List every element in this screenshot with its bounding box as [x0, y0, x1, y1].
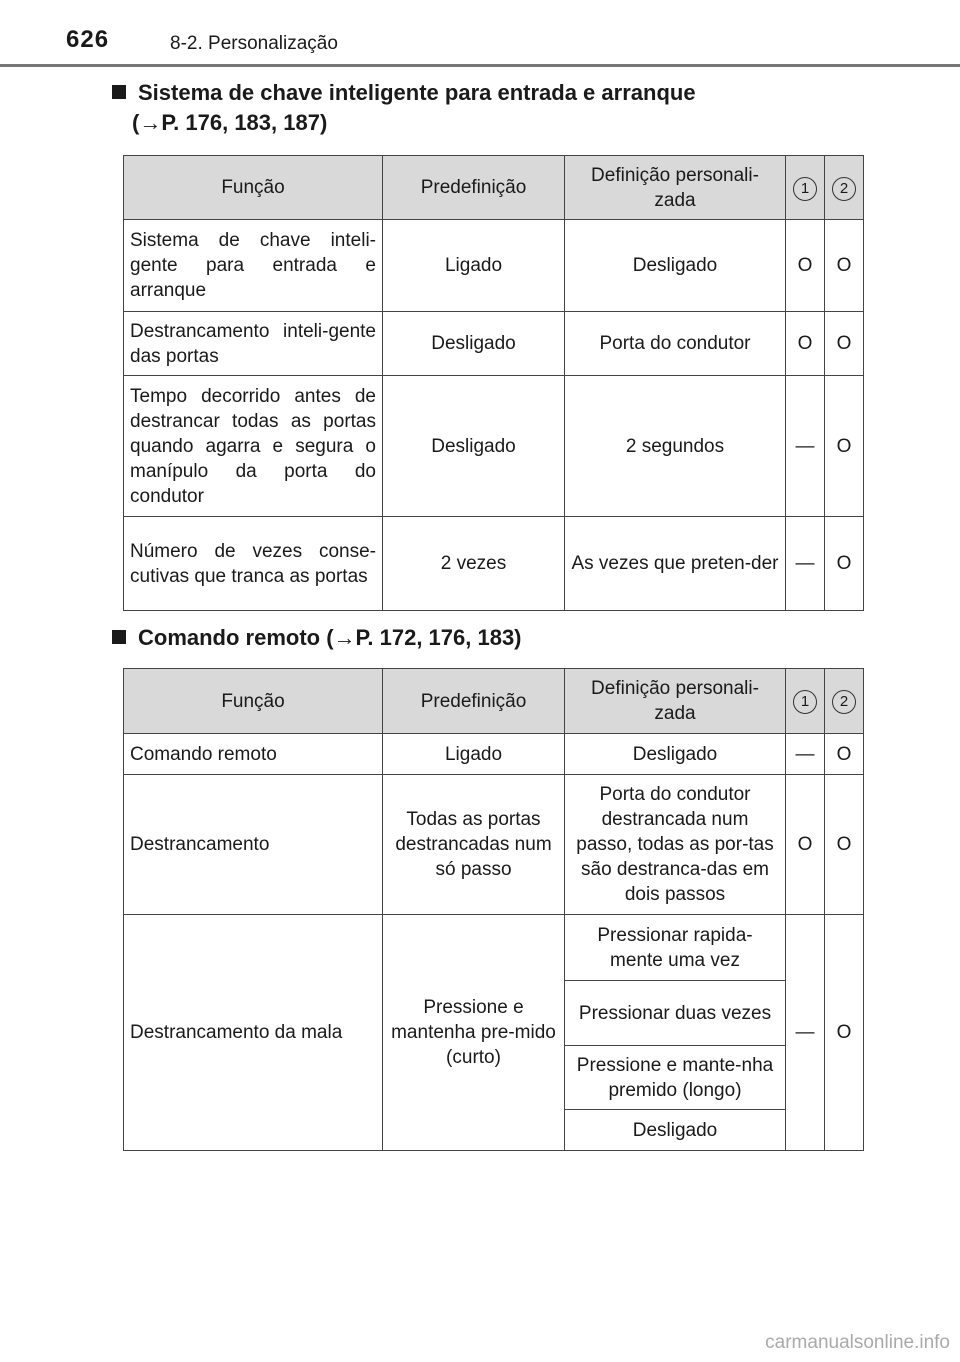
section1-heading — [112, 78, 696, 138]
cell-default: Desligado — [383, 376, 565, 517]
col-method-2 — [825, 156, 864, 220]
table-row — [124, 220, 864, 312]
cell-custom-option: Desligado — [565, 1110, 786, 1151]
section2-title: Comando remoto (→P. 172, 176, 183) — [138, 625, 522, 650]
cell-custom: 2 segundos — [565, 376, 786, 517]
page-number: 626 — [66, 26, 110, 53]
cell-method-2: O — [825, 775, 864, 915]
col-function: Função — [124, 156, 383, 220]
cell-method-1: — — [786, 734, 825, 775]
cell-custom: Porta do condutor destrancada num passo, todas as por-tas são destranca-das em dois passos — [565, 775, 786, 915]
cell-custom: As vezes que preten-der — [565, 517, 786, 611]
table-header-row — [124, 156, 864, 220]
square-bullet-icon — [112, 85, 126, 99]
chapter-title: 8-2. Personalização — [170, 33, 338, 54]
cell-default: Ligado — [383, 734, 565, 775]
header-rule — [0, 64, 960, 67]
square-bullet-icon — [112, 630, 126, 644]
table-row — [124, 517, 864, 611]
cell-method-1: — — [786, 376, 825, 517]
cell-default: Ligado — [383, 220, 565, 312]
cell-function: Destrancamento inteli-gente das portas — [124, 312, 383, 376]
cell-method-1: — — [786, 915, 825, 1151]
cell-default: Desligado — [383, 312, 565, 376]
cell-method-1: O — [786, 775, 825, 915]
table-row — [124, 312, 864, 376]
circled-1-icon: 1 — [793, 690, 817, 714]
cell-function: Destrancamento — [124, 775, 383, 915]
cell-method-2: O — [825, 220, 864, 312]
circled-2-icon: 2 — [832, 177, 856, 201]
watermark: carmanualsonline.info — [765, 1332, 950, 1353]
cell-custom-option: Pressionar rapida-mente uma vez — [565, 915, 786, 981]
remote-control-settings-table — [123, 668, 864, 1151]
cell-default: Pressione e mantenha pre-mido (curto) — [383, 915, 565, 1151]
cell-function: Sistema de chave inteli-gente para entrada e arranque — [124, 220, 383, 312]
section2-heading — [112, 623, 522, 653]
circled-1-icon: 1 — [793, 177, 817, 201]
cell-method-1: O — [786, 220, 825, 312]
col-method-1 — [786, 669, 825, 734]
table-row — [124, 775, 864, 915]
table-row — [124, 734, 864, 775]
cell-function: Tempo decorrido antes de destrancar todas as portas quando agarra e segura o manípulo da porta do condutor — [124, 376, 383, 517]
cell-method-1: — — [786, 517, 825, 611]
table-row — [124, 915, 864, 981]
cell-custom: Desligado — [565, 220, 786, 312]
col-custom: Definição personali-zada — [565, 156, 786, 220]
cell-method-2: O — [825, 517, 864, 611]
cell-function: Destrancamento da mala — [124, 915, 383, 1151]
section1-title-ref: (→P. 176, 183, 187) — [132, 110, 328, 135]
cell-function: Número de vezes conse-cutivas que tranca as portas — [124, 517, 383, 611]
cell-method-1: O — [786, 312, 825, 376]
cell-custom: Desligado — [565, 734, 786, 775]
col-function: Função — [124, 669, 383, 734]
cell-default: 2 vezes — [383, 517, 565, 611]
col-method-2 — [825, 669, 864, 734]
cell-method-2: O — [825, 312, 864, 376]
cell-custom-option: Pressionar duas vezes — [565, 981, 786, 1046]
table-header-row — [124, 669, 864, 734]
col-method-1 — [786, 156, 825, 220]
table-row — [124, 376, 864, 517]
circled-2-icon: 2 — [832, 690, 856, 714]
cell-method-2: O — [825, 376, 864, 517]
col-custom: Definição personali-zada — [565, 669, 786, 734]
cell-custom-option: Pressione e mante-nha premido (longo) — [565, 1046, 786, 1110]
cell-method-2: O — [825, 734, 864, 775]
cell-custom: Porta do condutor — [565, 312, 786, 376]
cell-default: Todas as portas destrancadas num só passo — [383, 775, 565, 915]
cell-function: Comando remoto — [124, 734, 383, 775]
cell-method-2: O — [825, 915, 864, 1151]
col-default: Predefinição — [383, 669, 565, 734]
col-default: Predefinição — [383, 156, 565, 220]
section1-title: Sistema de chave inteligente para entrada e arranque — [138, 80, 696, 105]
smart-key-settings-table — [123, 155, 864, 611]
